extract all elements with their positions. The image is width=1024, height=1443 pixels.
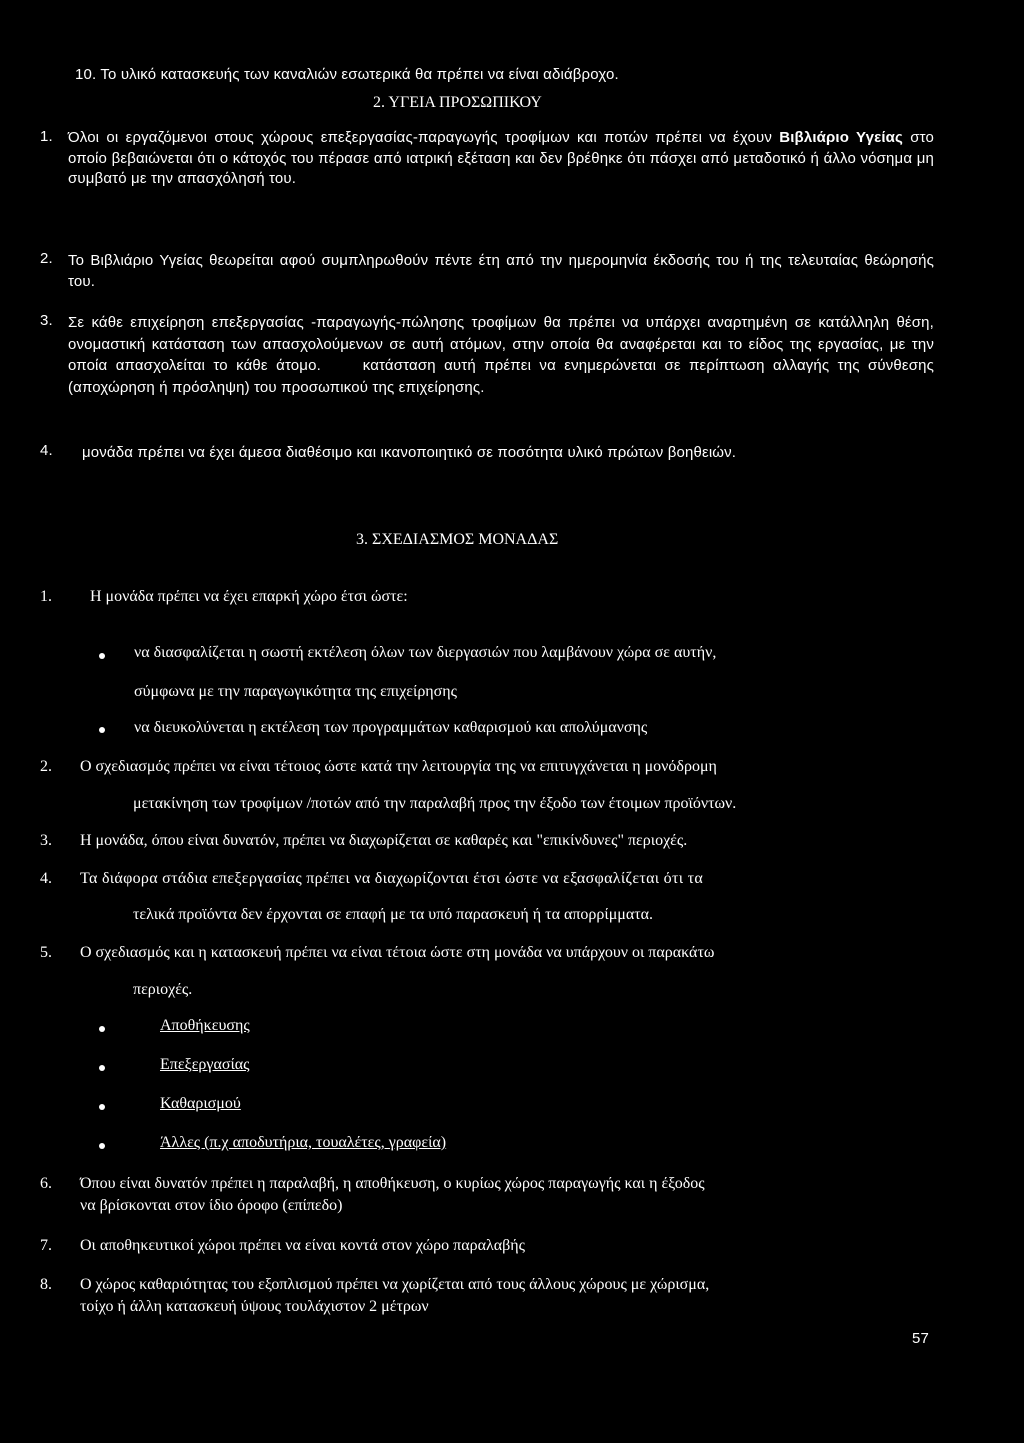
bullet-dot-icon (99, 1104, 105, 1110)
s2-item-3-number: 3. (40, 312, 53, 329)
s2-item-1-bold: Βιβλιάριο Υγείας (779, 129, 903, 146)
s3-item-2-number: 2. (40, 758, 52, 775)
s2-item-3-text (68, 312, 934, 398)
s3-item-3-number: 3. (40, 832, 52, 849)
s2-item-4-text: μονάδα πρέπει να έχει άμεσα διαθέσιμο και ικανοποιητικό σε ποσότητα υλικό πρώτων βοηθειών. (82, 444, 737, 461)
s3-item-8-line2: τοίχο ή άλλη κατασκευή ύψους τουλάχιστον 2 μέτρων (80, 1298, 429, 1315)
s3-item-8-number: 8. (40, 1276, 52, 1293)
s2-item-4-number: 4. (40, 442, 53, 459)
s3-item-1-number: 1. (40, 588, 52, 605)
section-2-heading: 2. ΥΓΕΙΑ ΠΡΟΣΩΠΙΚΟΥ (373, 94, 542, 111)
bullet-dot-icon (99, 1143, 105, 1149)
s2-item-3-text-a: Σε κάθε επιχείρηση επεξεργασίας -παραγωγής-πώλησης τροφίμων θα πρέπει να υπάρχει αναρτημένη σε κατάλληλη θέση, ονομαστική κατάσταση των απασχολούμενων σε αυτή ατόμων, στην οποία θα αναφέρεται και το είδος της εργασίας, με την οποία απασχολείται το κάθε άτομο. (68, 314, 934, 374)
bullet-dot-icon (99, 1065, 105, 1071)
s2-item-1-text (68, 128, 934, 190)
s3-item-1-text: Η μονάδα πρέπει να έχει επαρκή χώρο έτσι ώστε: (90, 588, 408, 605)
item-10: 10. Το υλικό κατασκευής των καναλιών εσωτερικά θα πρέπει να είναι αδιάβροχο. (75, 66, 619, 83)
s2-item-1-post: στο οποίο βεβαιώνεται ότι ο κάτοχός του πέρασε από ιατρική εξέταση και δεν βρέθηκε ότι πάσχει από μεταδοτικό ή άλλο νόσημα μη συμβατό με την απασχόλησή του. (68, 129, 934, 188)
section-3-heading: 3. ΣΧΕΔΙΑΣΜΟΣ ΜΟΝΑΔΑΣ (356, 531, 559, 548)
s3-item-2-line1: Ο σχεδιασμός πρέπει να είναι τέτοιος ώστε κατά την λειτουργία της να επιτυγχάνεται η μονόδρομη (80, 758, 717, 775)
s3-item-4-number: 4. (40, 870, 52, 887)
s2-item-1-number: 1. (40, 128, 53, 145)
page-number: 57 (912, 1330, 929, 1347)
s2-item-2-number: 2. (40, 250, 53, 267)
area-storage: Αποθήκευσης (160, 1017, 250, 1034)
s3-item-4-line1: Τα διάφορα στάδια επεξεργασίας πρέπει να διαχωρίζονται έτσι ώστε να εξασφαλίζεται ότι τα (80, 870, 704, 887)
s3-item-7-text: Οι αποθηκευτικοί χώροι πρέπει να είναι κοντά στον χώρο παραλαβής (80, 1237, 525, 1254)
s3-item-6-number: 6. (40, 1175, 52, 1192)
area-other: Άλλες (π.χ αποδυτήρια, τουαλέτες, γραφεία) (160, 1134, 447, 1151)
bullet-dot-icon (99, 653, 105, 659)
s2-item-2-text: Το Βιβλιάριο Υγείας θεωρείται αφού συμπληρωθούν πέντε έτη από την ημερομηνία έκδοσής του ή της τελευταίας θεώρησής του. (68, 252, 934, 290)
s3-item-2-line2: μετακίνηση των τροφίμων /ποτών από την παραλαβή προς την έξοδο των έτοιμων προϊόντων. (133, 795, 737, 812)
s3-item-5-line1: Ο σχεδιασμός και η κατασκευή πρέπει να είναι τέτοια ώστε στη μονάδα να υπάρχουν οι παρακάτω (80, 944, 715, 961)
bullet-dot-icon (99, 1026, 105, 1032)
s3-item-7-number: 7. (40, 1237, 52, 1254)
s3-item-4-line2: τελικά προϊόντα δεν έρχονται σε επαφή με τα υπό παρασκευή ή τα απορρίμματα. (133, 906, 654, 923)
area-cleaning: Καθαρισμού (160, 1095, 241, 1112)
s3-item-8-line1: Ο χώρος καθαριότητας του εξοπλισμού πρέπει να χωρίζεται από τους άλλους χώρους με χώρισμα, (80, 1276, 710, 1293)
s3-item-6-line2: να βρίσκονται στον ίδιο όροφο (επίπεδο) (80, 1197, 343, 1214)
s3-bullet-1-line2: σύμφωνα με την παραγωγικότητα της επιχείρησης (134, 683, 457, 700)
s3-item-6-line1: Όπου είναι δυνατόν πρέπει η παραλαβή, η αποθήκευση, ο κυρίως χώρος παραγωγής και η έξοδος (80, 1175, 705, 1192)
area-processing: Επεξεργασίας (160, 1056, 250, 1073)
s3-item-3-text: Η μονάδα, όπου είναι δυνατόν, πρέπει να διαχωρίζεται σε καθαρές και "επικίνδυνες" περιοχές. (80, 832, 688, 849)
s3-item-5-line2: περιοχές. (133, 981, 193, 998)
s2-item-3-text-b: κατάσταση αυτή πρέπει να ενημερώνεται σε περίπτωση αλλαγής της σύνθεσης (αποχώρηση ή πρόσληψη) του προσωπικού της επιχείρησης. (68, 357, 934, 396)
s3-item-5-number: 5. (40, 944, 52, 961)
s3-bullet-1-line1: να διασφαλίζεται η σωστή εκτέλεση όλων των διεργασιών που λαμβάνουν χώρα σε αυτήν, (134, 644, 717, 661)
s2-item-1-pre: Όλοι οι εργαζόμενοι στους χώρους επεξεργασίας-παραγωγής τροφίμων και ποτών πρέπει να έχουν (68, 129, 780, 146)
s3-bullet-2-line1: να διευκολύνεται η εκτέλεση των προγραμμάτων καθαρισμού και απολύμανσης (134, 719, 648, 736)
bullet-dot-icon (99, 727, 105, 733)
